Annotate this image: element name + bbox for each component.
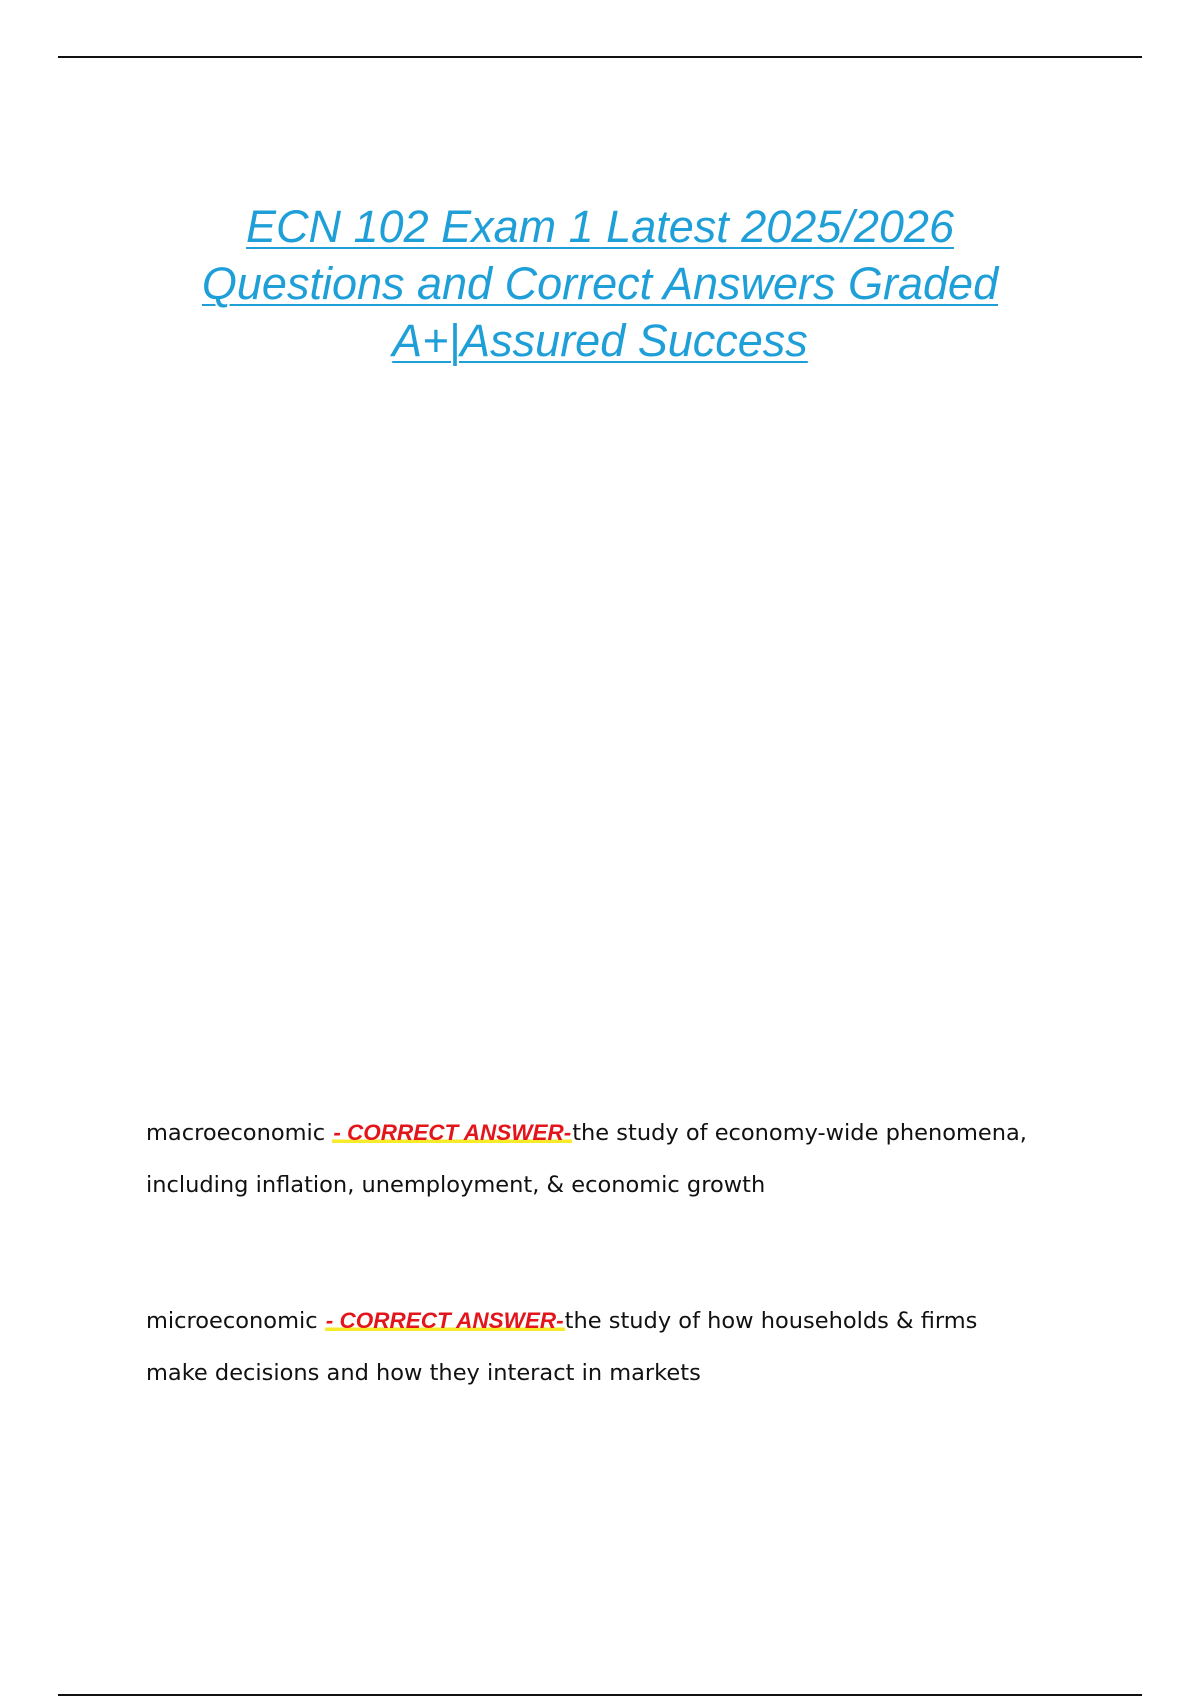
- qa-entry-microeconomic: [146, 1295, 1106, 1399]
- document-title[interactable]: [100, 198, 1100, 369]
- definition-part-2: including inflation, unemployment, & economic growth: [146, 1172, 766, 1198]
- definition-part-2: make decisions and how they interact in markets: [146, 1360, 701, 1386]
- definition-part-1: the study of economy-wide phenomena,: [572, 1120, 1027, 1146]
- qa-line-2: [146, 1347, 1106, 1399]
- footer-rule: [58, 1694, 1142, 1696]
- title-line-3[interactable]: A+|Assured Success: [392, 315, 808, 366]
- term: macroeconomic: [146, 1120, 326, 1146]
- definition-part-1: the study of how households & firms: [564, 1308, 978, 1334]
- term: microeconomic: [146, 1308, 318, 1334]
- correct-answer-marker: - CORRECT ANSWER-: [325, 1308, 564, 1333]
- correct-answer-marker: - CORRECT ANSWER-: [333, 1120, 572, 1145]
- qa-line-1: [146, 1295, 1106, 1347]
- qa-entry-macroeconomic: [146, 1107, 1106, 1211]
- header-rule: [58, 56, 1142, 58]
- qa-line-2: [146, 1159, 1106, 1211]
- title-line-2[interactable]: Questions and Correct Answers Graded: [201, 258, 999, 309]
- qa-line-1: [146, 1107, 1106, 1159]
- title-line-1[interactable]: ECN 102 Exam 1 Latest 2025/2026: [246, 201, 954, 252]
